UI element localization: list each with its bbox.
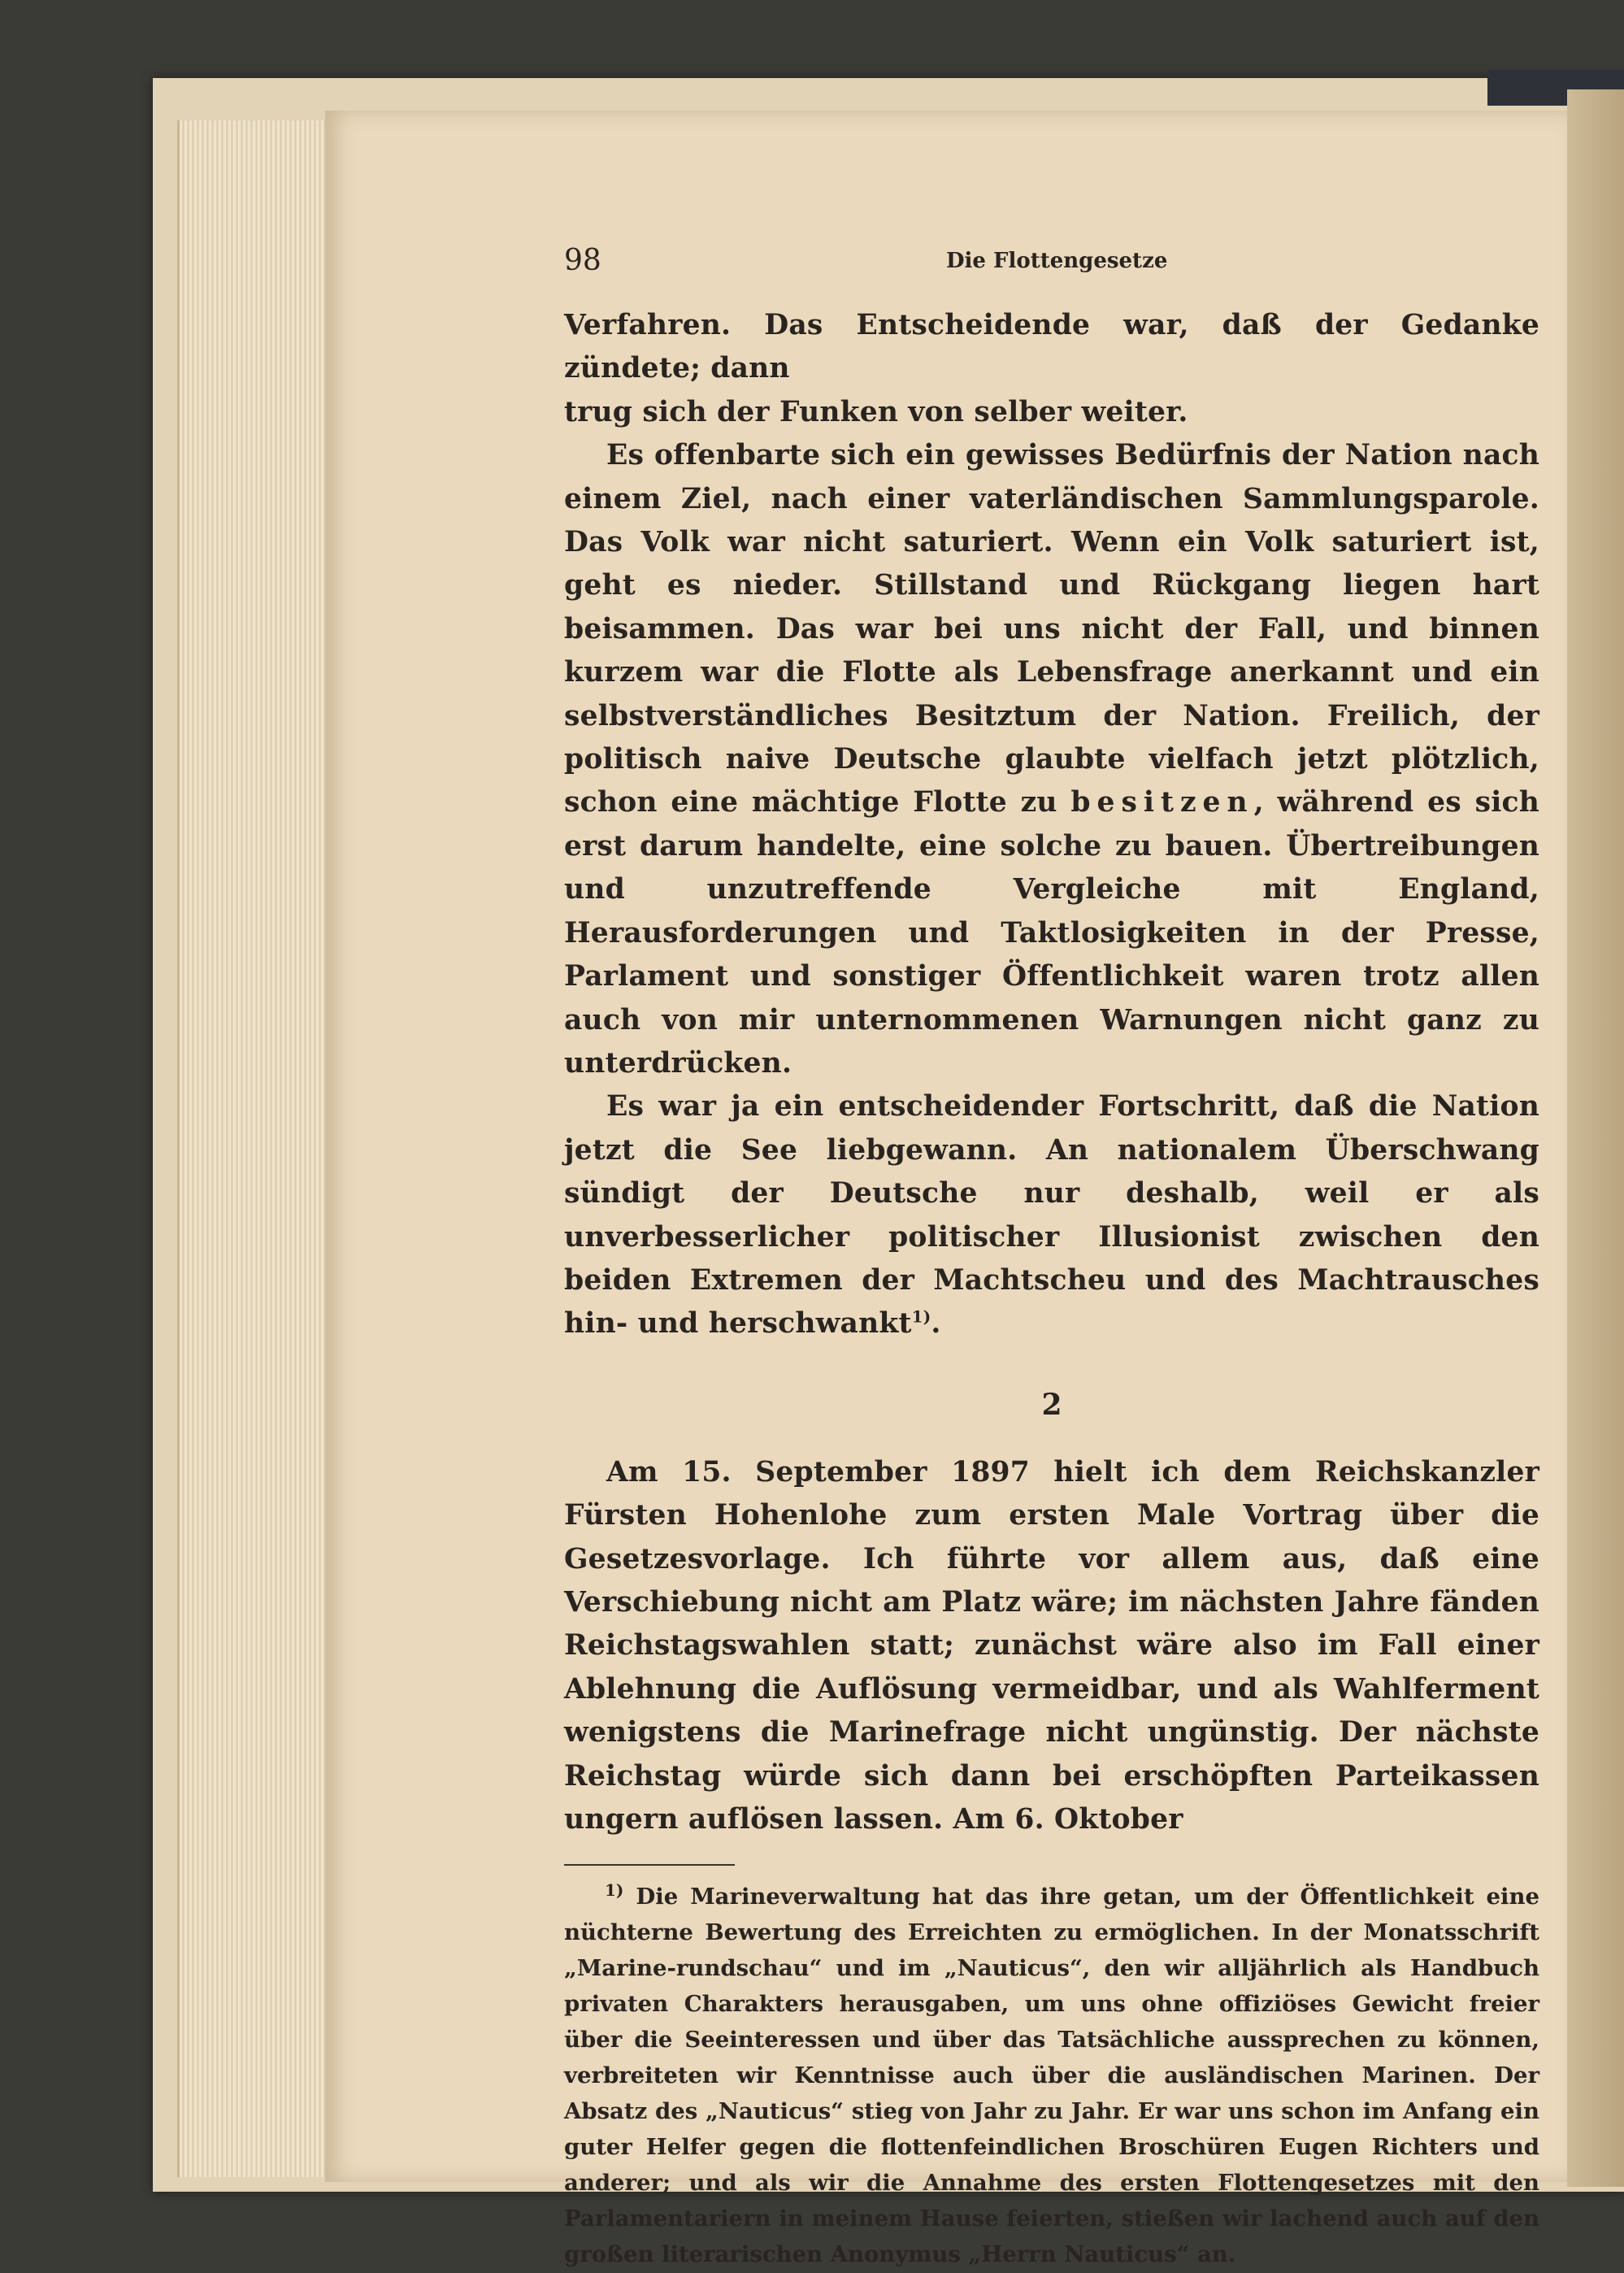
paragraph-1-line-2: trug sich der Funken von selber weiter. [564,395,1188,428]
paragraph-3-text: Es war ja ein entscheidender Fortschritt, daß die Nation jetzt die See liebgewann. An nationalem Überschwang sündigt der Deutsche nur deshalb, weil er als unverbesserlicher politischer Illusionist zwischen den beiden Extremen der Machtscheu und des Machtrausches hin- und herschwankt [564,1090,1539,1341]
page-stack-edges [177,120,334,2177]
page-number: 98 [564,244,601,277]
footnote-rule [564,1864,735,1866]
paragraph-1-line-1: Verfahren. Das Entscheidende war, daß der Gedanke zündete; dann [564,309,1539,385]
paragraph-3 [564,1085,1539,1345]
footnote [564,1879,1539,2272]
paragraph-2-part-b: , während es sich erst darum handelte, eine solche zu bauen. Übertreibungen und unzutreffende Vergleiche mit England, Herausforderungen und Taktlosigkeiten in der Presse, Parlament und sonstiger Öffentlichkeit waren trotz allen auch von mir unternommenen Warnungen nicht ganz zu unterdrücken. [564,786,1539,1080]
section-number: 2 [1041,1387,1062,1422]
paragraph-2-part-a: Es offenbarte sich ein gewisses Bedürfnis der Nation nach einem Ziel, nach einer vaterländischen Sammlungsparole. Das Volk war nicht saturiert. Wenn ein Volk saturiert ist, geht es nieder. Stillstand und Rückgang liegen hart beisammen. Das war bei uns nicht der Fall, und binnen kurzem war die Flotte als Lebensfrage anerkannt und ein selbstverständliches Besitztum der Nation. Freilich, der politisch naive Deutsche glaubte vielfach jetzt plötzlich, schon eine mächtige Flotte zu [564,439,1539,819]
page-fore-edge [1567,89,1624,2187]
running-head: Die Flottengesetze [946,249,1168,273]
page-text-block [564,244,1539,2272]
footnote-text: Die Marineverwaltung hat das ihre getan, um der Öffentlichkeit eine nüchterne Bewertung des Erreichten zu ermöglichen. In der Monatsschrift „Marine-rundschau“ und im „Nauticus“, den wir alljährlich als Handbuch privaten Charakters herausgaben, um uns ohne offiziöses Gewicht freier über die Seeinteressen und über das Tatsächliche aussprechen zu können, verbreiteten wir Kenntnisse auch über die ausländischen Marinen. Der Absatz des „Nauticus“ stieg von Jahr zu Jahr. Er war uns schon im Anfang ein guter Helfer gegen die flottenfeindlichen Broschüren Eugen Richters und anderer; und als wir die Annahme des ersten Flottengesetzes mit den Parlamentariern in meinem Hause feierten, stießen wir lachend auch auf den großen literarischen Anonymus „Herrn Nauticus“ an. [564,1884,1539,2268]
paragraph-3-end: . [931,1307,941,1341]
paragraph-4: Am 15. September 1897 hielt ich dem Reichskanzler Fürsten Hohenlohe zum ersten Male Vortrag über die Gesetzesvorlage. Ich führte vor allem aus, daß eine Verschiebung nicht am Platz wäre; im nächsten Jahre fänden Reichstagswahlen statt; zunächst wäre also im Fall einer Ablehnung die Auflösung vermeidbar, und als Wahlferment wenigstens die Marinefrage nicht ungünstig. Der nächste Reichstag würde sich dann bei erschöpften Parteikassen ungern auflösen lassen. Am 6. Oktober [564,1455,1539,1836]
page-header [564,244,1539,286]
footnote-marker: 1) [605,1880,624,1901]
emphasized-word: besitzen [1070,786,1254,819]
paragraph-1 [564,304,1539,434]
paragraph-2 [564,434,1539,1085]
footnote-reference[interactable]: 1) [911,1306,931,1327]
